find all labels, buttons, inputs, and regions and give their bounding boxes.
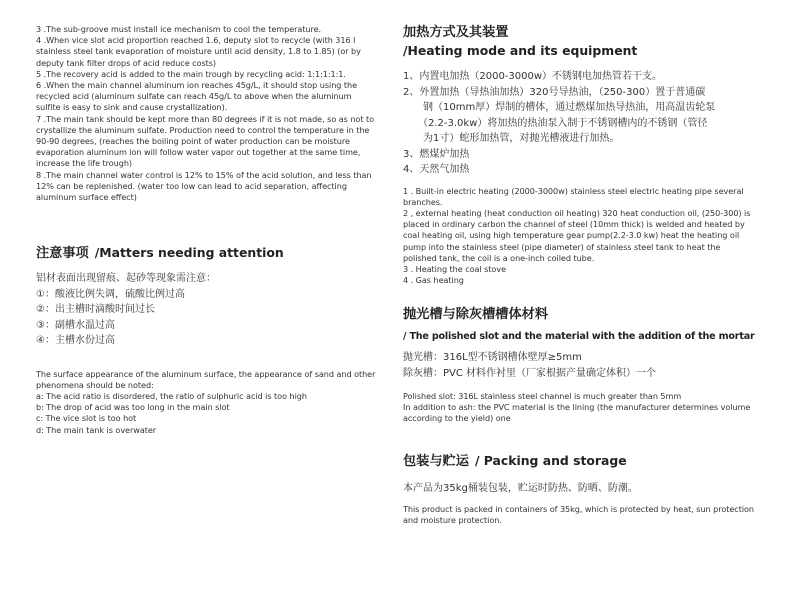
heating-cn-item: 为1寸）蛇形加热管，对抛光槽液进行加热。 bbox=[403, 133, 620, 144]
materials-en-item: Polished slot: 316L stainless steel channel is much greater than 5mm bbox=[403, 391, 682, 401]
heating-en-item: 1 . Built-in electric heating (2000-3000w) stainless steel electric heating pipe several branches. bbox=[403, 185, 744, 207]
process-step-5: 5 .The recovery acid is added to the main trough by recycling acid: 1:1:1:1:1. bbox=[36, 68, 346, 79]
heating-cn-item: 4、天然气加热 bbox=[403, 164, 470, 175]
process-steps bbox=[36, 24, 376, 203]
attention-cn-intro: 铝材表面出现留痕、起砂等现象需注意： bbox=[36, 273, 216, 284]
process-step-7: 7 .The main tank should be kept more than 80 degrees if it is not made, so as not to crystallize the aluminum sulfate. Production need to control the temperature in the 90-90 degrees, (reaches the boiling point of water production can be moisture evaporation aluminum ion will follow water vapor out together at the same time, increase the life trough) bbox=[36, 113, 374, 169]
attention-heading-en: /Matters needing attention bbox=[94, 245, 284, 260]
attention-en-item: b: The drop of acid was too long in the main slot bbox=[36, 402, 230, 413]
heating-heading-en: /Heating mode and its equipment bbox=[403, 43, 638, 58]
packing-en-list bbox=[403, 504, 755, 526]
attention-heading-cn: 注意事项 bbox=[36, 246, 89, 261]
heating-cn-item: 2、外置加热（导热油加热）320号导热油，（250-300）置于普通碳 bbox=[403, 86, 706, 98]
attention-en-intro: The surface appearance of the aluminum surface, the appearance of sand and other phenomena should be noted: bbox=[36, 368, 376, 390]
materials-cn-list bbox=[403, 350, 755, 381]
attention-en-item: c: The vice slot is too hot bbox=[36, 413, 137, 424]
attention-en-list bbox=[36, 369, 376, 436]
attention-cn-item: ②：出主槽时滴酸时间过长 bbox=[36, 304, 155, 315]
packing-en-item: This product is packed in containers of 35kg, which is protected by heat, sun protection and moisture protection. bbox=[403, 503, 755, 525]
packing-heading bbox=[403, 452, 755, 471]
attention-heading bbox=[36, 244, 376, 263]
attention-cn-item: ④：主槽水份过高 bbox=[36, 335, 115, 346]
process-step-8: 8 .The main channel water control is 12% to 15% of the acid solution, and less than 12% can be replenished. (water too low can lead to acid separation, affecting aluminum surface effect) bbox=[36, 169, 372, 203]
heating-cn-item: （2.2-3.0kw）将加热的热油泵入制于不锈钢槽内的不锈钢（管径 bbox=[403, 117, 708, 129]
materials-en-item: In addition to ash: the PVC material is the lining (the manufacturer determines volume according to the yield) one bbox=[403, 402, 751, 424]
heating-heading-cn: 加热方式及其装置 bbox=[403, 25, 509, 40]
heating-section bbox=[403, 24, 755, 286]
attention-en-item: d: The main tank is overwater bbox=[36, 424, 157, 435]
heating-cn-item: 1、内置电加热（2000-3000w）不锈钢电加热管若干支。 bbox=[403, 71, 663, 82]
materials-cn-item: 抛光槽：316L型不锈钢槽体壁厚≥5mm bbox=[403, 352, 582, 363]
attention-cn-item: ①：酸液比例失调，硫酸比例过高 bbox=[36, 288, 185, 300]
packing-cn-list bbox=[403, 481, 755, 497]
attention-section bbox=[36, 244, 376, 436]
process-step-4: 4 .When vice slot acid proportion reached 1.6, deputy slot to recycle (with 316 l stainless steel tank evaporation of moisture until acid density, 1.8 to 1.85) (or by deputy tank filter drops of acid reduce costs) bbox=[36, 35, 361, 68]
packing-heading-en: / Packing and storage bbox=[474, 453, 627, 468]
attention-en-item: a: The acid ratio is disordered, the ratio of sulphuric acid is too high bbox=[36, 390, 307, 401]
heating-en-item: 3 . Heating the coal stove bbox=[403, 263, 507, 274]
heating-en-item: 2 , external heating (heat conduction oil heating) 320 heat conduction oil, (250-300) is placed in ordinary carbon the channel of steel (10mm thick) is welded and heated by coal heating oil, using high temperature gear pump(2.2-3.0 kw) heat the heating oil pump into the stainless steel (pipe diameter) of stainless steel tank to heat the polished tank, the coil is a one-inch coiled tube. bbox=[403, 207, 751, 263]
attention-cn-item: ③：副槽水温过高 bbox=[36, 319, 115, 331]
packing-heading-cn: 包装与贮运 bbox=[403, 454, 469, 469]
materials-cn-item: 除灰槽：PVC 材料作衬里（厂家根据产量确定体积）一个 bbox=[403, 367, 657, 379]
process-step-3: 3 .The sub-groove must install ice mechanism to cool the temperature. bbox=[36, 24, 322, 34]
materials-heading-en: / The polished slot and the material with the addition of the mortar bbox=[403, 331, 755, 342]
heating-cn-item: 3、燃煤炉加热 bbox=[403, 148, 470, 160]
heating-en-list bbox=[403, 186, 755, 287]
materials-en-list bbox=[403, 391, 755, 425]
materials-heading-cn: 抛光槽与除灰槽槽体材料 bbox=[403, 307, 549, 322]
attention-cn-list bbox=[36, 271, 376, 349]
heating-cn-list bbox=[403, 69, 755, 178]
packing-section bbox=[403, 452, 755, 526]
heating-en-item: 4 . Gas heating bbox=[403, 275, 464, 286]
packing-cn-item: 本产品为35kg桶装包装，贮运时防热、防晒、防潮。 bbox=[403, 483, 638, 494]
process-step-6: 6 .When the main channel aluminum ion reaches 45g/L, it should stop using the recycled acid (aluminum sulfate can reach 45g/L to above when the aluminum sulfite is easy to sink and cause crystallization). bbox=[36, 80, 358, 113]
heating-cn-item: 钢（10mm厚）焊制的槽体，通过燃煤加热导热油，用高温齿轮泵 bbox=[403, 102, 716, 113]
materials-section bbox=[403, 306, 755, 425]
